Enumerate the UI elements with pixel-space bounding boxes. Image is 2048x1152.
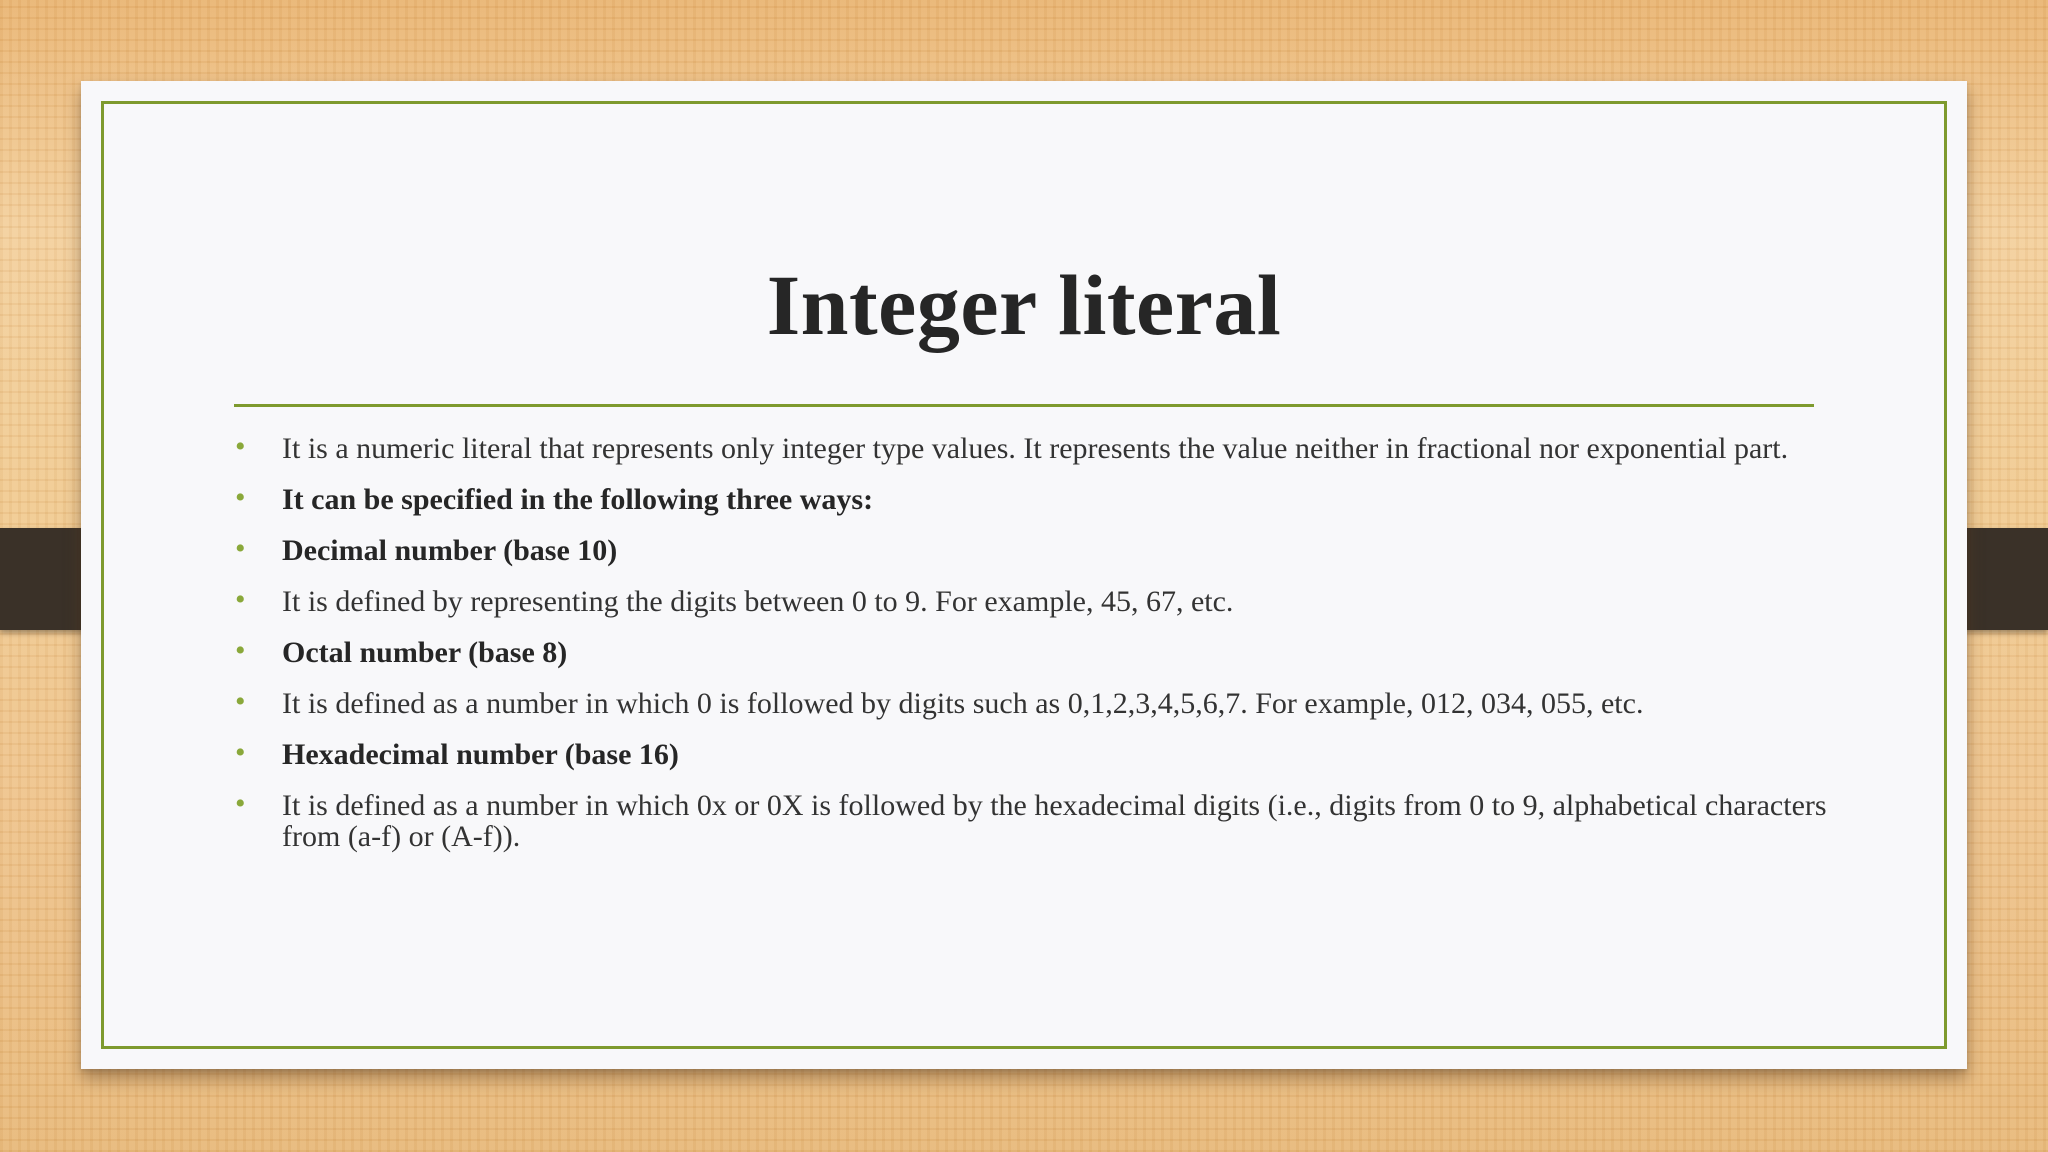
slide-title: Integer literal — [766, 257, 1282, 353]
bullet-item — [235, 736, 1835, 771]
bullet-list — [235, 430, 1835, 872]
bullet-item — [235, 481, 1835, 516]
bullet-item — [235, 787, 1835, 853]
bullet-dot-icon: • — [235, 634, 246, 667]
bullet-dot-icon: • — [235, 685, 246, 718]
bullet-dot-icon: • — [235, 430, 246, 463]
bullet-dot-icon: • — [235, 583, 246, 616]
bullet-dot-icon: • — [235, 481, 246, 514]
bullet-text: It is defined as a number in which 0 is followed by digits such as 0,1,2,3,4,5,6,7. For example, 012, 034, 055, etc. — [282, 687, 1644, 720]
bullet-text: It is defined as a number in which 0x or 0X is followed by the hexadecimal digits (i.e., digits from 0 to 9, alphabetical characters from (a-f) or (A-f)). — [282, 789, 1827, 853]
bullet-dot-icon: • — [235, 787, 246, 820]
slide — [81, 81, 1967, 1069]
bullet-item — [235, 532, 1835, 567]
title-divider — [234, 404, 1814, 407]
bullet-text: It is a numeric literal that represents only integer type values. It represents the value neither in fractional nor exponential part. — [282, 432, 1789, 465]
bullet-dot-icon: • — [235, 532, 246, 565]
bullet-item — [235, 583, 1835, 618]
bullet-item — [235, 685, 1835, 720]
bullet-item — [235, 430, 1835, 465]
bullet-text: Hexadecimal number (base 16) — [282, 738, 679, 771]
bullet-dot-icon: • — [235, 736, 246, 769]
bullet-text: Octal number (base 8) — [282, 636, 568, 669]
bullet-text: It can be specified in the following three ways: — [282, 483, 874, 516]
bullet-item — [235, 634, 1835, 669]
bullet-text: Decimal number (base 10) — [282, 534, 618, 567]
bullet-text: It is defined by representing the digits between 0 to 9. For example, 45, 67, etc. — [282, 585, 1234, 618]
